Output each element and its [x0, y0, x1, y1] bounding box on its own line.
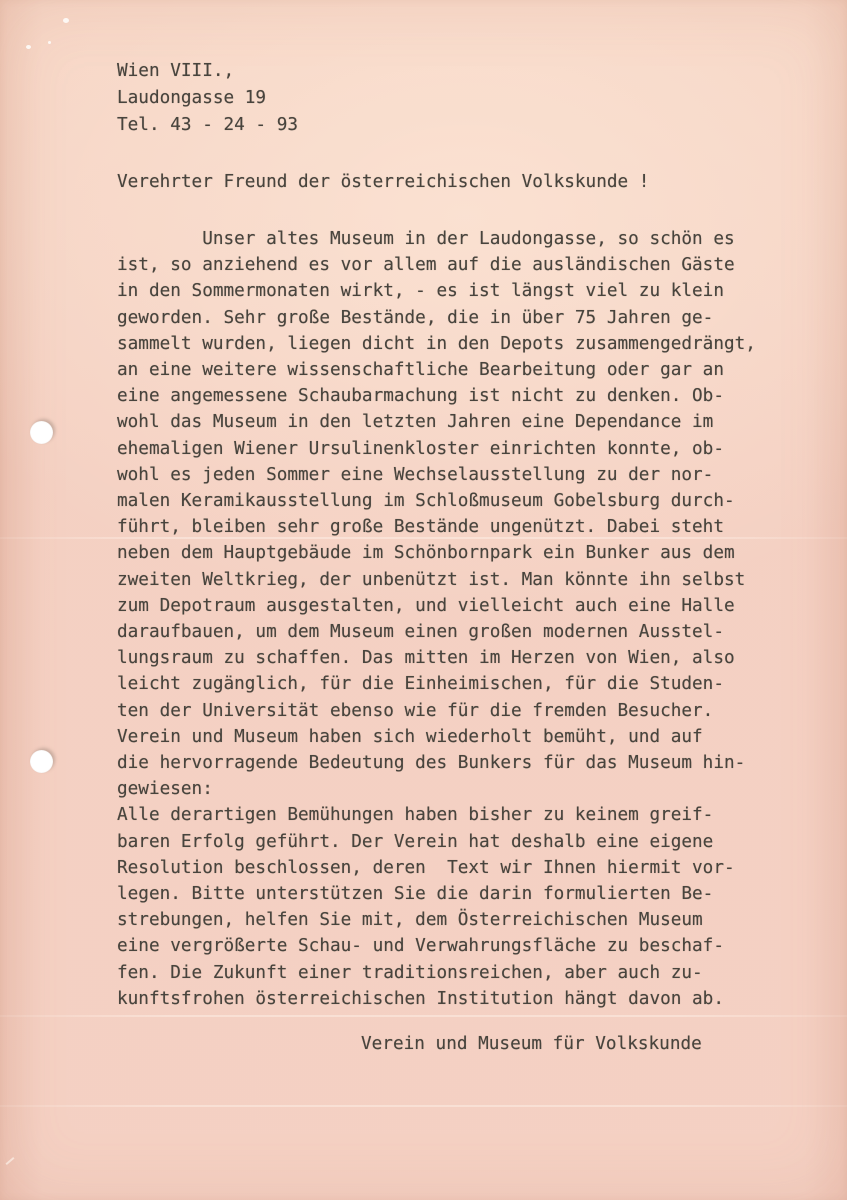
- body-line: wohl das Museum in den letzten Jahren eine Dependance im: [117, 412, 714, 433]
- salutation-line: Verehrter Freund der österreichischen Volkskunde !: [117, 172, 650, 192]
- body-line: gewiesen:: [117, 779, 213, 800]
- body-line: Unser altes Museum in der Laudongasse, so schön es: [117, 229, 735, 249]
- body-line: Alle derartigen Bemühungen haben bisher zu keinem greif-: [117, 805, 714, 826]
- body-line: in den Sommermonaten wirkt, - es ist längst viel zu klein: [117, 281, 724, 302]
- body-line: lungsraum zu schaffen. Das mitten im Herzen von Wien, also: [117, 648, 735, 669]
- address-line: Tel. 43 - 24 - 93: [117, 115, 299, 135]
- body-line: daraufbauen, um dem Museum einen großen modernen Ausstel-: [117, 622, 724, 643]
- paper-speck: [63, 18, 69, 23]
- paper-speck: [48, 41, 51, 44]
- body-line: eine angemessene Schaubarmachung ist nicht zu denken. Ob-: [117, 386, 724, 407]
- sender-address: [117, 58, 298, 139]
- letter-body: [117, 226, 756, 1012]
- body-line: Resolution beschlossen, deren Text wir Ihnen hiermit vor-: [117, 857, 735, 878]
- body-line: wohl es jeden Sommer eine Wechselausstellung zu der nor-: [117, 464, 714, 485]
- paper-scratch: [6, 1157, 15, 1165]
- punch-hole-bottom: [30, 750, 53, 773]
- body-line: Verein und Museum haben sich wiederholt bemüht, und auf: [117, 726, 703, 747]
- address-line: Laudongasse 19: [117, 88, 267, 108]
- body-line: fen. Die Zukunft einer traditionsreichen, aber auch zu-: [117, 962, 703, 983]
- body-line: ten der Universität ebenso wie für die fremden Besucher.: [117, 700, 714, 721]
- body-line: zweiten Weltkrieg, der unbenützt ist. Man könnte ihn selbst: [117, 569, 746, 590]
- paper-speck: [26, 45, 31, 49]
- body-line: an eine weitere wissenschaftliche Bearbeitung oder gar an: [117, 360, 724, 381]
- body-line: baren Erfolg geführt. Der Verein hat deshalb eine eigene: [117, 831, 714, 852]
- body-line: strebungen, helfen Sie mit, dem Österreichischen Museum: [117, 910, 703, 931]
- body-line: geworden. Sehr große Bestände, die in über 75 Jahren ge-: [117, 307, 714, 328]
- punch-hole-top: [30, 421, 53, 444]
- body-line: neben dem Hauptgebäude im Schönbornpark ein Bunker aus dem: [117, 543, 735, 564]
- body-line: eine vergrößerte Schau- und Verwahrungsfläche zu beschaf-: [117, 936, 724, 957]
- paper-crease: [0, 1015, 847, 1017]
- body-line: führt, bleiben sehr große Bestände ungenützt. Dabei steht: [117, 517, 724, 538]
- body-line: leicht zugänglich, für die Einheimischen, für die Studen-: [117, 674, 724, 695]
- address-line: Wien VIII.,: [117, 61, 235, 81]
- body-line: malen Keramikausstellung im Schloßmuseum Gobelsburg durch-: [117, 491, 735, 512]
- closing-signature: Verein und Museum für Volkskunde: [361, 1034, 702, 1054]
- body-line: die hervorragende Bedeutung des Bunkers für das Museum hin-: [117, 753, 746, 774]
- body-line: sammelt wurden, liegen dicht in den Depots zusammengedrängt,: [117, 333, 756, 354]
- body-line: ehemaligen Wiener Ursulinenkloster einrichten konnte, ob-: [117, 438, 724, 459]
- paper-crease: [0, 1105, 847, 1107]
- body-line: zum Depotraum ausgestalten, und vielleicht auch eine Halle: [117, 595, 735, 616]
- body-line: kunftsfrohen österreichischen Institution hängt davon ab.: [117, 988, 724, 1009]
- body-line: ist, so anziehend es vor allem auf die ausländischen Gäste: [117, 255, 735, 276]
- body-line: legen. Bitte unterstützen Sie die darin formulierten Be-: [117, 884, 714, 905]
